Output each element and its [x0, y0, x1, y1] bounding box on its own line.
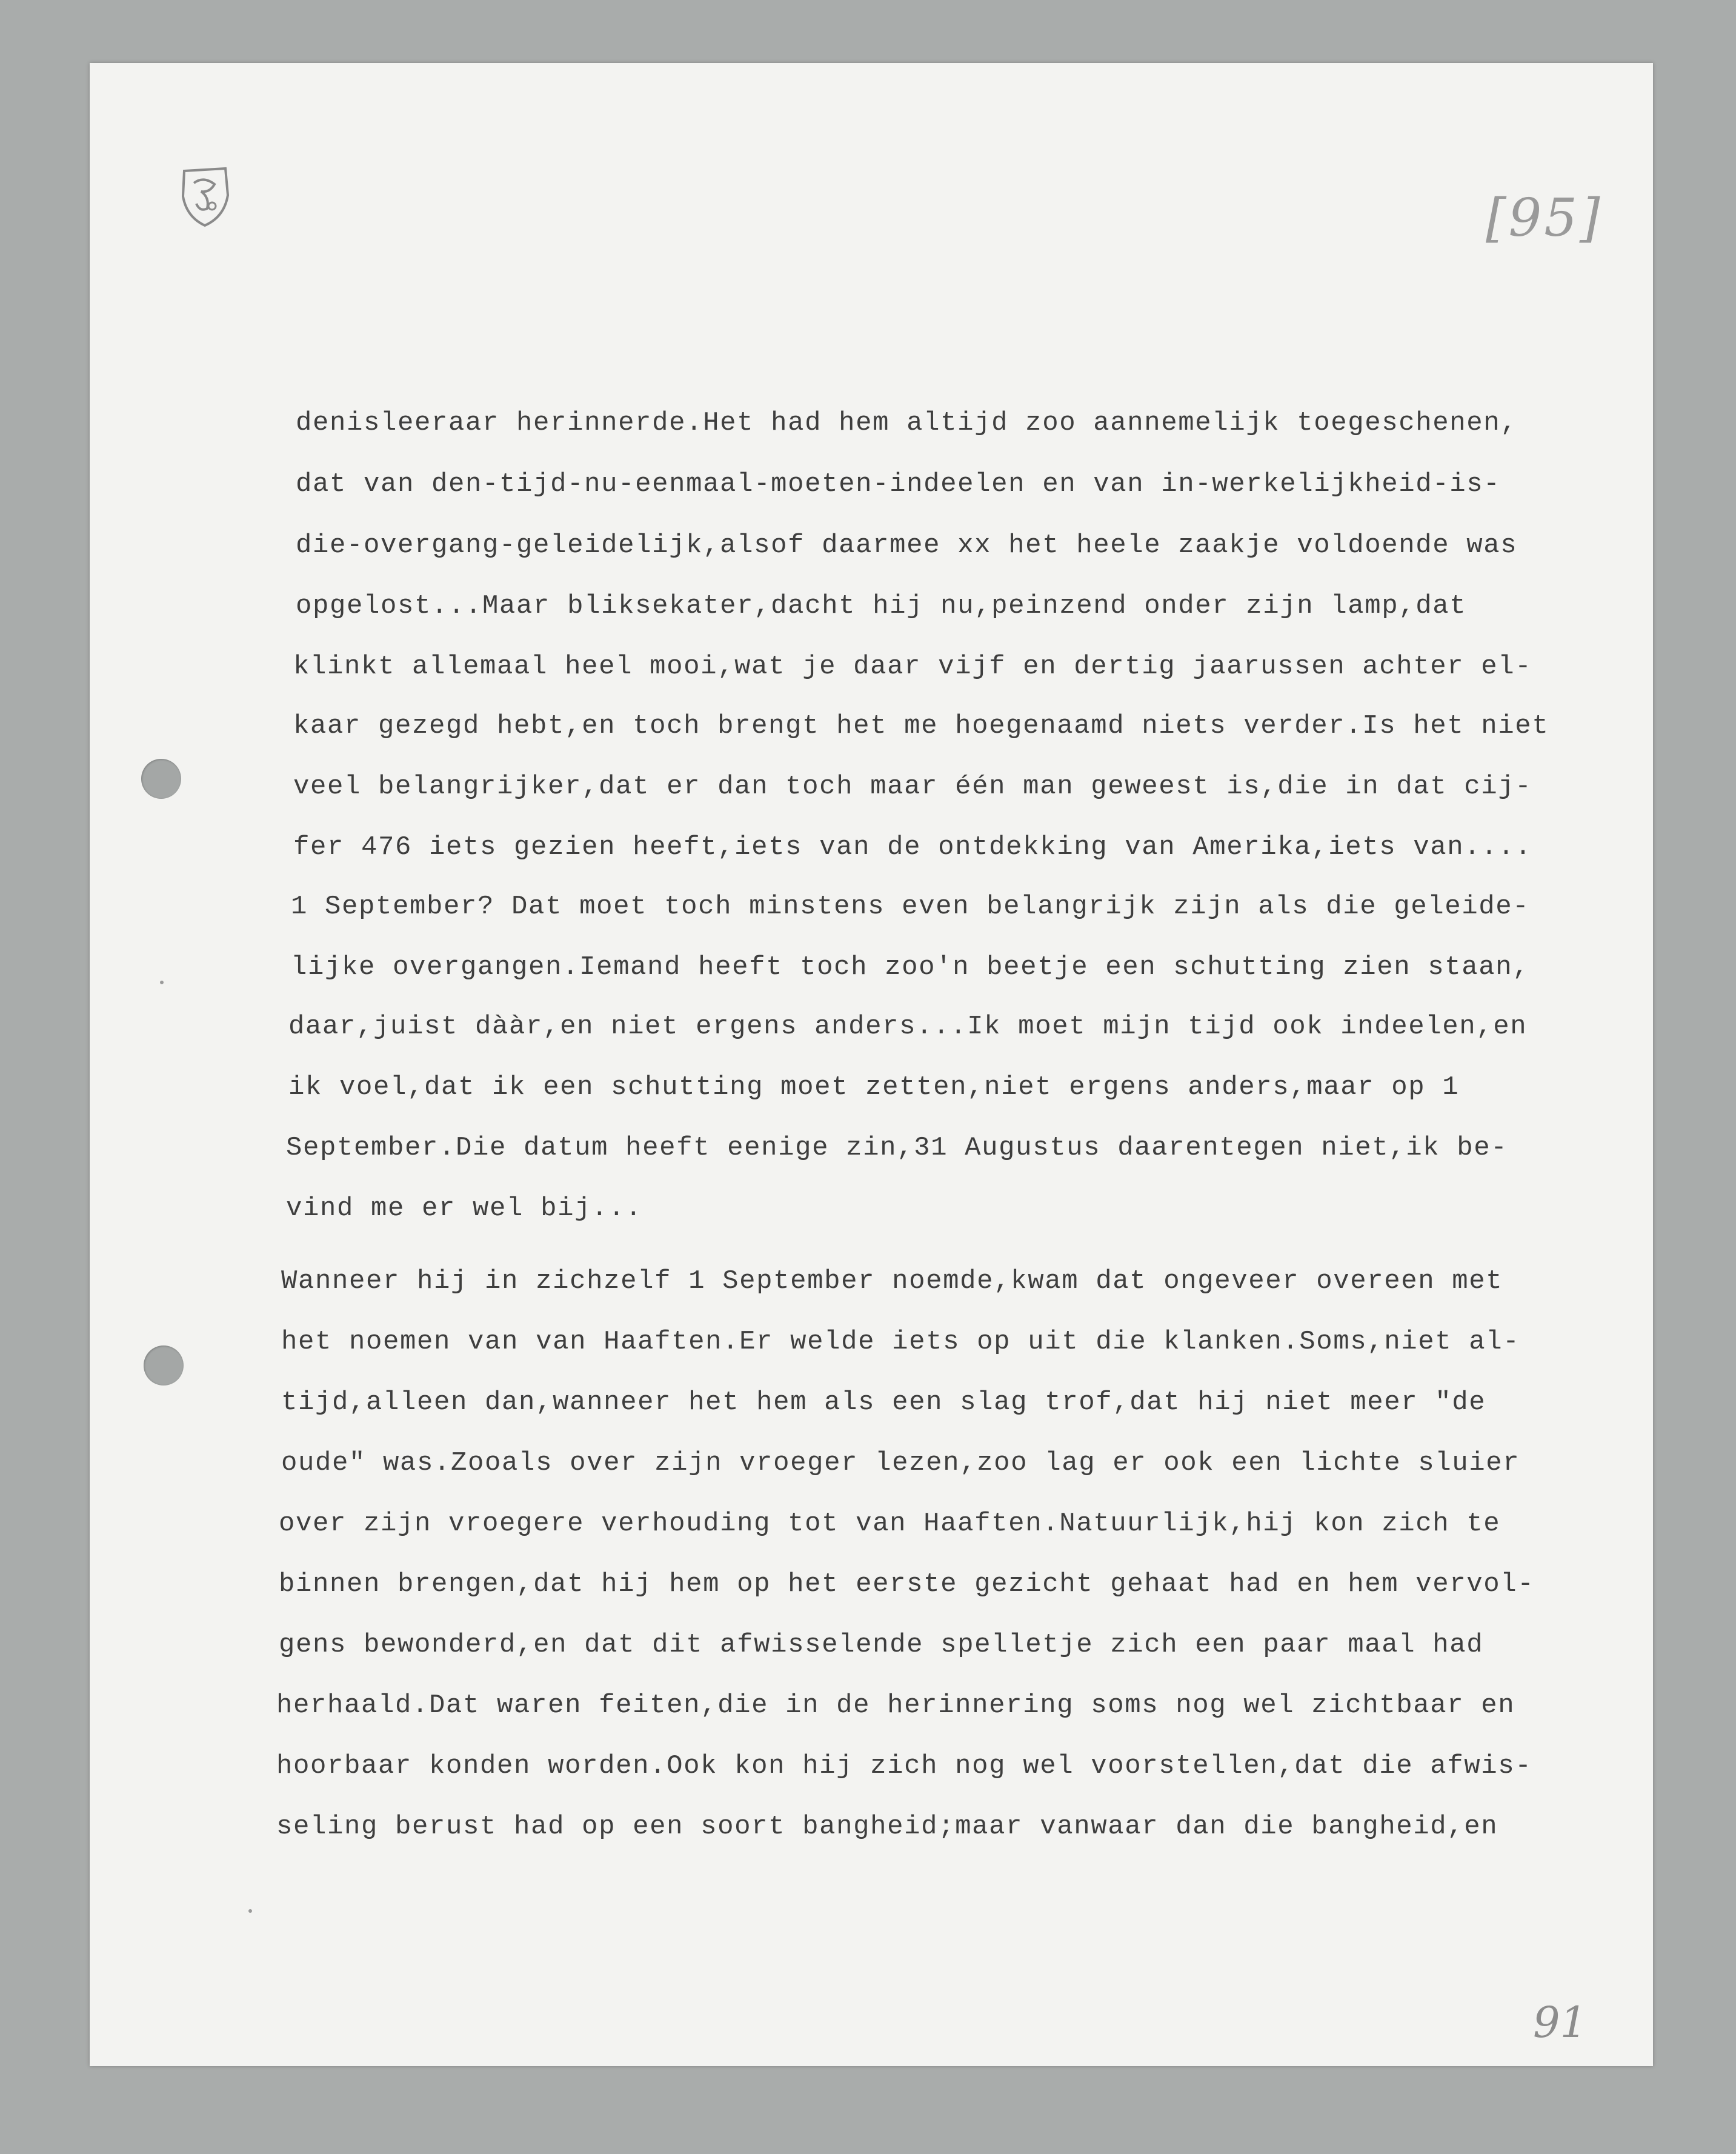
- handwritten-page-number: 91: [1533, 1998, 1588, 2047]
- text-line: binnen brengen,dat hij hem op het eerste gezicht gehaat had en hem vervol-: [279, 1569, 1535, 1599]
- text-line: hoorbaar konden worden.Ook kon hij zich nog wel voorstellen,dat die afwis-: [276, 1751, 1532, 1781]
- text-line: klinkt allemaal heel mooi,wat je daar vijf en dertig jaarussen achter el-: [293, 652, 1532, 682]
- text-line: oude" was.Zooals over zijn vroeger lezen,zoo lag er ook een lichte sluier: [281, 1448, 1520, 1478]
- text-line: fer 476 iets gezien heeft,iets van de ontdekking van Amerika,iets van....: [293, 832, 1532, 862]
- text-line: vind me er wel bij...: [286, 1193, 643, 1224]
- archive-folio-number: [95]: [1486, 188, 1603, 248]
- text-line: lijke overgangen.Iemand heeft toch zoo'n beetje een schutting zien staan,: [291, 952, 1530, 982]
- text-line: veel belangrijker,dat er dan toch maar één man geweest is,die in dat cij-: [293, 772, 1532, 802]
- text-line: over zijn vroegere verhouding tot van Haaften.Natuurlijk,hij kon zich te: [279, 1509, 1501, 1539]
- text-line: seling berust had op een soort bangheid;maar vanwaar dan die bangheid,en: [276, 1812, 1498, 1842]
- text-line: tijd,alleen dan,wanneer het hem als een slag trof,dat hij niet meer "de: [281, 1387, 1486, 1418]
- text-line: die-overgang-geleidelijk,alsof daarmee xx het heele zaakje voldoende was: [296, 530, 1518, 561]
- text-line: daar,juist dààr,en niet ergens anders...Ik moet mijn tijd ook indeelen,en: [288, 1012, 1528, 1042]
- text-line: opgelost...Maar bliksekater,dacht hij nu,peinzend onder zijn lamp,dat: [296, 591, 1467, 621]
- text-line: September.Die datum heeft eenige zin,31 Augustus daarentegen niet,ik be-: [286, 1133, 1508, 1163]
- typescript-body: [90, 63, 1653, 2066]
- text-line: denisleeraar herinnerde.Het had hem altijd zoo aannemelijk toegeschenen,: [296, 408, 1518, 438]
- text-line: ik voel,dat ik een schutting moet zetten,niet ergens anders,maar op 1: [288, 1072, 1460, 1102]
- text-line: gens bewonderd,en dat dit afwisselende spelletje zich een paar maal had: [279, 1630, 1484, 1660]
- text-line: herhaald.Dat waren feiten,die in de herinnering soms nog wel zichtbaar en: [276, 1690, 1515, 1721]
- text-line: kaar gezegd hebt,en toch brengt het me hoegenaamd niets verder.Is het niet: [293, 711, 1549, 741]
- text-line: Wanneer hij in zichzelf 1 September noemde,kwam dat ongeveer overeen met: [281, 1266, 1503, 1296]
- text-line: 1 September? Dat moet toch minstens even belangrijk zijn als die geleide-: [291, 892, 1530, 922]
- typescript-page: [90, 63, 1653, 2066]
- text-line: dat van den-tijd-nu-eenmaal-moeten-indeelen en van in-werkelijkheid-is-: [296, 469, 1501, 499]
- text-line: het noemen van van Haaften.Er welde iets op uit die klanken.Soms,niet al-: [281, 1327, 1520, 1357]
